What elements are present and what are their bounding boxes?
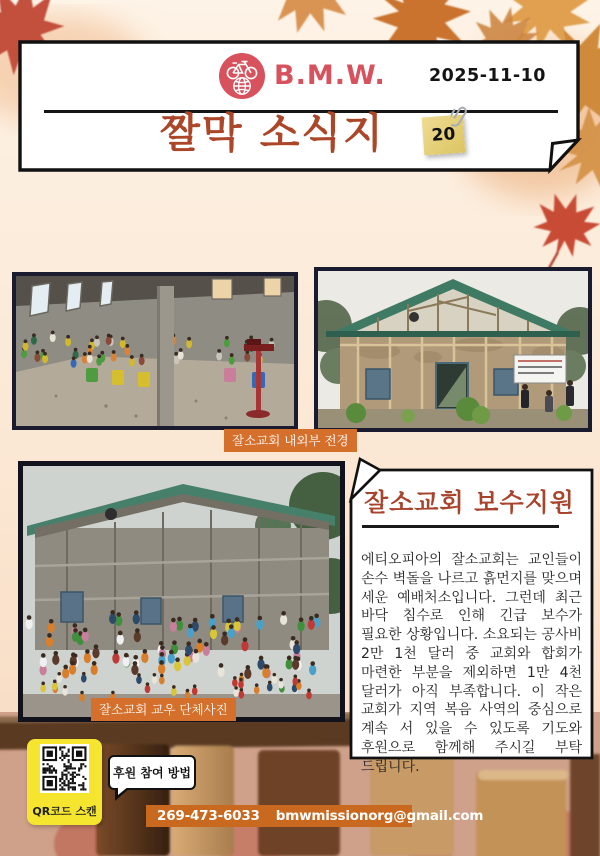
bmw-logo-bicycle-globe-icon bbox=[217, 51, 269, 103]
org-name: B.M.W. bbox=[274, 60, 386, 91]
contact-bar bbox=[146, 805, 484, 827]
issue-date: 2025-11-10 bbox=[429, 66, 546, 86]
contact-phone: 269-473-6033 bbox=[157, 808, 260, 824]
photo-caption-interior-exterior: 잘소교회 내외부 전경 bbox=[224, 429, 357, 452]
qr-code bbox=[40, 744, 89, 793]
article-body-text: 에티오피아의 잘소교회는 교인들이 손수 벽돌을 나르고 흙먼지를 맞으며 세운 예배처소입니다. 그런데 최근 바닥 침수로 인해 긴급 보수가 필요한 상황입니다. 소요되는 공사비 2만 1천 달러 중 교회와 합회가 마련한 부분을 제외하면 1만 4천 달러가 아직 부족합니다. 이 작은 교회가 지역 복음 사역의 중심으로 계속 서 있을 수 있도록 기도와 후원으로 함께해 주시길 부탁 드립니다. bbox=[361, 552, 582, 775]
photo-church-exterior bbox=[314, 267, 592, 432]
paperclip-icon bbox=[450, 105, 469, 128]
photo-caption-group: 잘소교회 교우 단체사진 bbox=[91, 698, 236, 721]
photo-church-interior bbox=[12, 272, 298, 430]
qr-code-panel bbox=[27, 739, 102, 825]
support-method-bubble bbox=[108, 755, 196, 790]
issue-number-sticky-note bbox=[422, 115, 466, 156]
article-heading-underline bbox=[362, 525, 559, 528]
contact-email: bmwmissionorg@gmail.com bbox=[275, 808, 484, 824]
article-heading: 잘소교회 보수지원 bbox=[364, 488, 575, 517]
issue-number: 20 bbox=[430, 124, 456, 146]
qr-scan-label: QR코드 스캔 bbox=[32, 805, 97, 818]
newsletter-title: 짤막 소식지 bbox=[160, 109, 385, 157]
photo-congregation-group bbox=[18, 461, 345, 722]
support-method-label: 후원 참여 방법 bbox=[113, 766, 191, 780]
maple-leaf-icon bbox=[524, 190, 600, 272]
